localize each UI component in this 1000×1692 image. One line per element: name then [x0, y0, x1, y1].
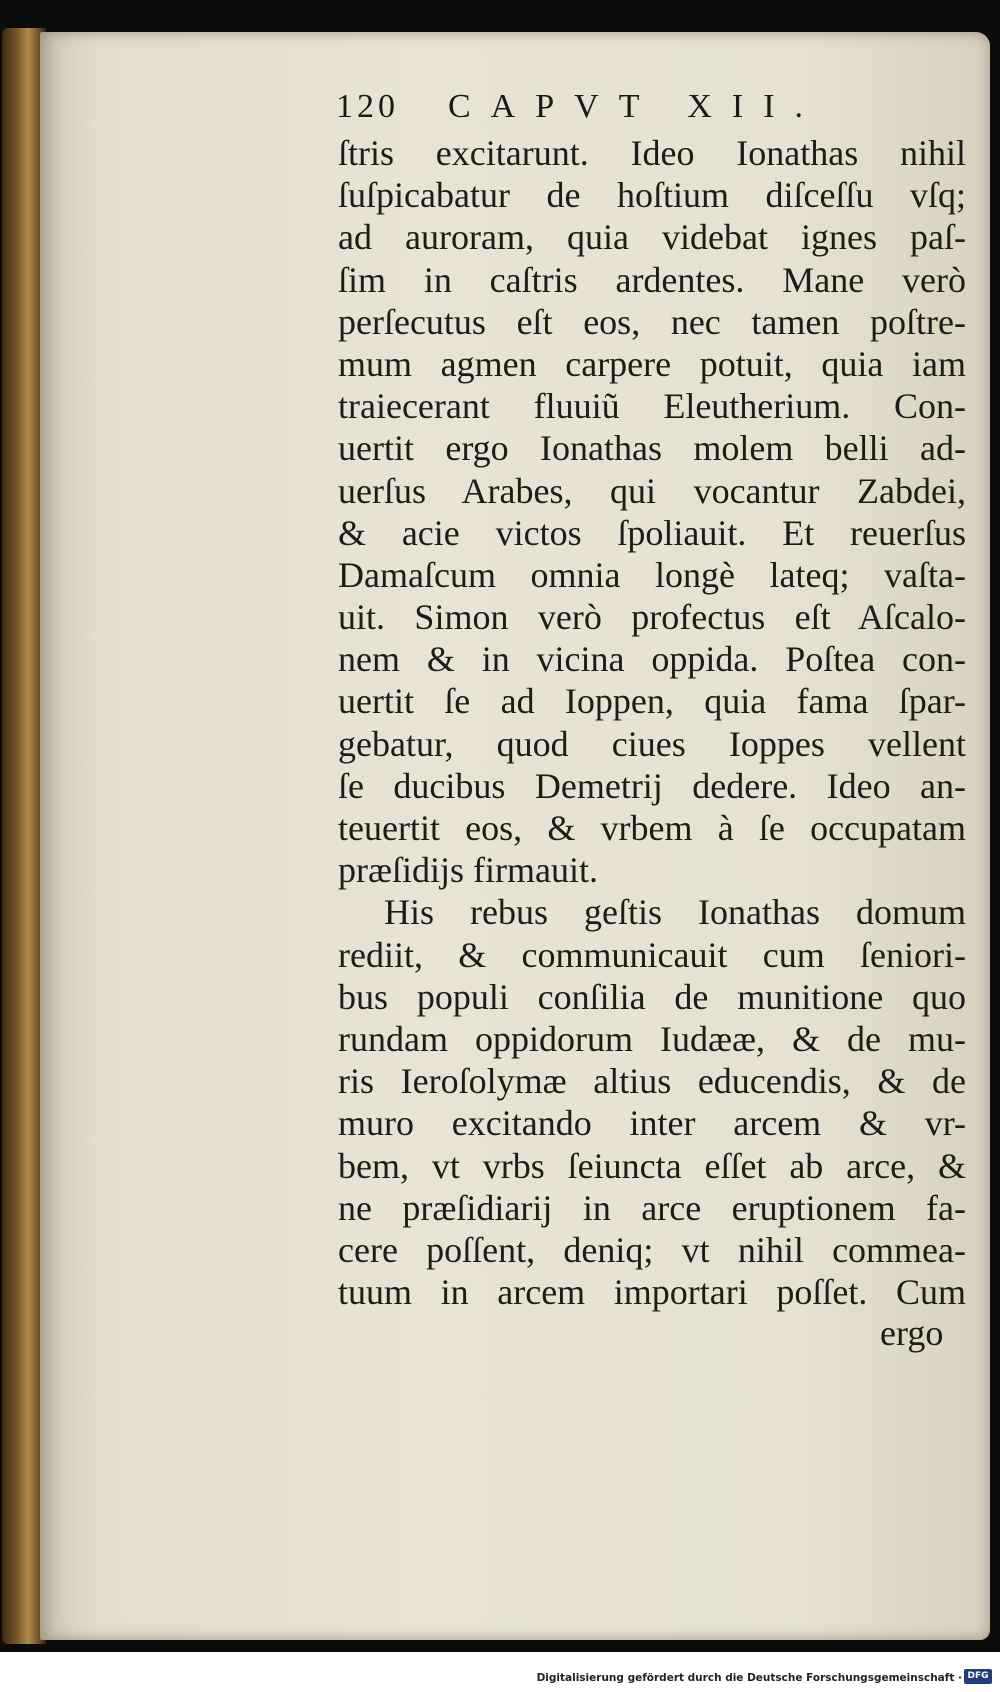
body-text [338, 132, 966, 1313]
text-line: muro excitando inter arcem & vr- [338, 1103, 966, 1144]
text-line: tuum in arcem importari poſſet. Cum [338, 1272, 966, 1313]
text-line: His rebus geſtis Ionathas domum [384, 892, 966, 933]
text-line: cere poſſent, deniq; vt nihil commea- [338, 1229, 966, 1270]
text-line: rediit, & communicauit cum ſeniori- [338, 934, 966, 975]
text-line: uit. Simon verò profectus eſt Aſcalo- [338, 597, 966, 638]
running-head [336, 88, 836, 132]
catchword: ergo [880, 1313, 944, 1353]
digitization-credit: Digitalisierung gefördert durch die Deutsche Forschungsgemeinschaft · [536, 1672, 962, 1684]
text-line: mum agmen carpere potuit, quia iam [338, 343, 966, 384]
text-line: perſecutus eſt eos, nec tamen poſtre- [338, 301, 966, 342]
text-line: traiecerant fluuiũ Eleutherium. Con- [338, 386, 966, 427]
text-line: bem, vt vrbs ſeiuncta eſſet ab arce, & [338, 1145, 966, 1186]
text-line: teuertit eos, & vrbem à ſe occupatam [338, 808, 966, 848]
text-line: & acie victos ſpoliauit. Et reuerſus [338, 512, 966, 553]
text-line: præſidijs firmauit. [338, 850, 598, 891]
text-line: gebatur, quod ciues Ioppes vellent [338, 723, 966, 764]
text-line: ad auroram, quia videbat ignes paſ- [338, 217, 966, 258]
text-line: ſuſpicabatur de hoſtium diſceſſu vſq; [338, 175, 966, 216]
text-line: nem & in vicina oppida. Poſtea con- [338, 639, 966, 680]
text-line: uerſus Arabes, qui vocantur Zabdei, [338, 470, 966, 511]
dfg-logo: DFG [964, 1669, 992, 1684]
text-line: ſe ducibus Demetrij dedere. Ideo an- [338, 765, 966, 806]
text-line: uertit ergo Ionathas molem belli ad- [338, 428, 966, 469]
text-line: ne præſidiarij in arce eruptionem fa- [338, 1187, 966, 1228]
text-line: bus populi conſilia de munitione quo [338, 976, 966, 1017]
chapter-heading: CAPVT XII. [448, 88, 824, 125]
text-line: ris Ieroſolymæ altius educendis, & de [338, 1061, 966, 1102]
page-number: 120 [336, 88, 399, 125]
text-line: Damaſcum omnia longè lateq; vaſta- [338, 554, 966, 595]
text-line: ſtris excitarunt. Ideo Ionathas nihil [338, 133, 966, 173]
text-line: ſim in caſtris ardentes. Mane verò [338, 259, 966, 300]
text-line: uertit ſe ad Ioppen, quia fama ſpar- [338, 681, 966, 722]
text-line: rundam oppidorum Iudææ, & de mu- [338, 1018, 966, 1059]
